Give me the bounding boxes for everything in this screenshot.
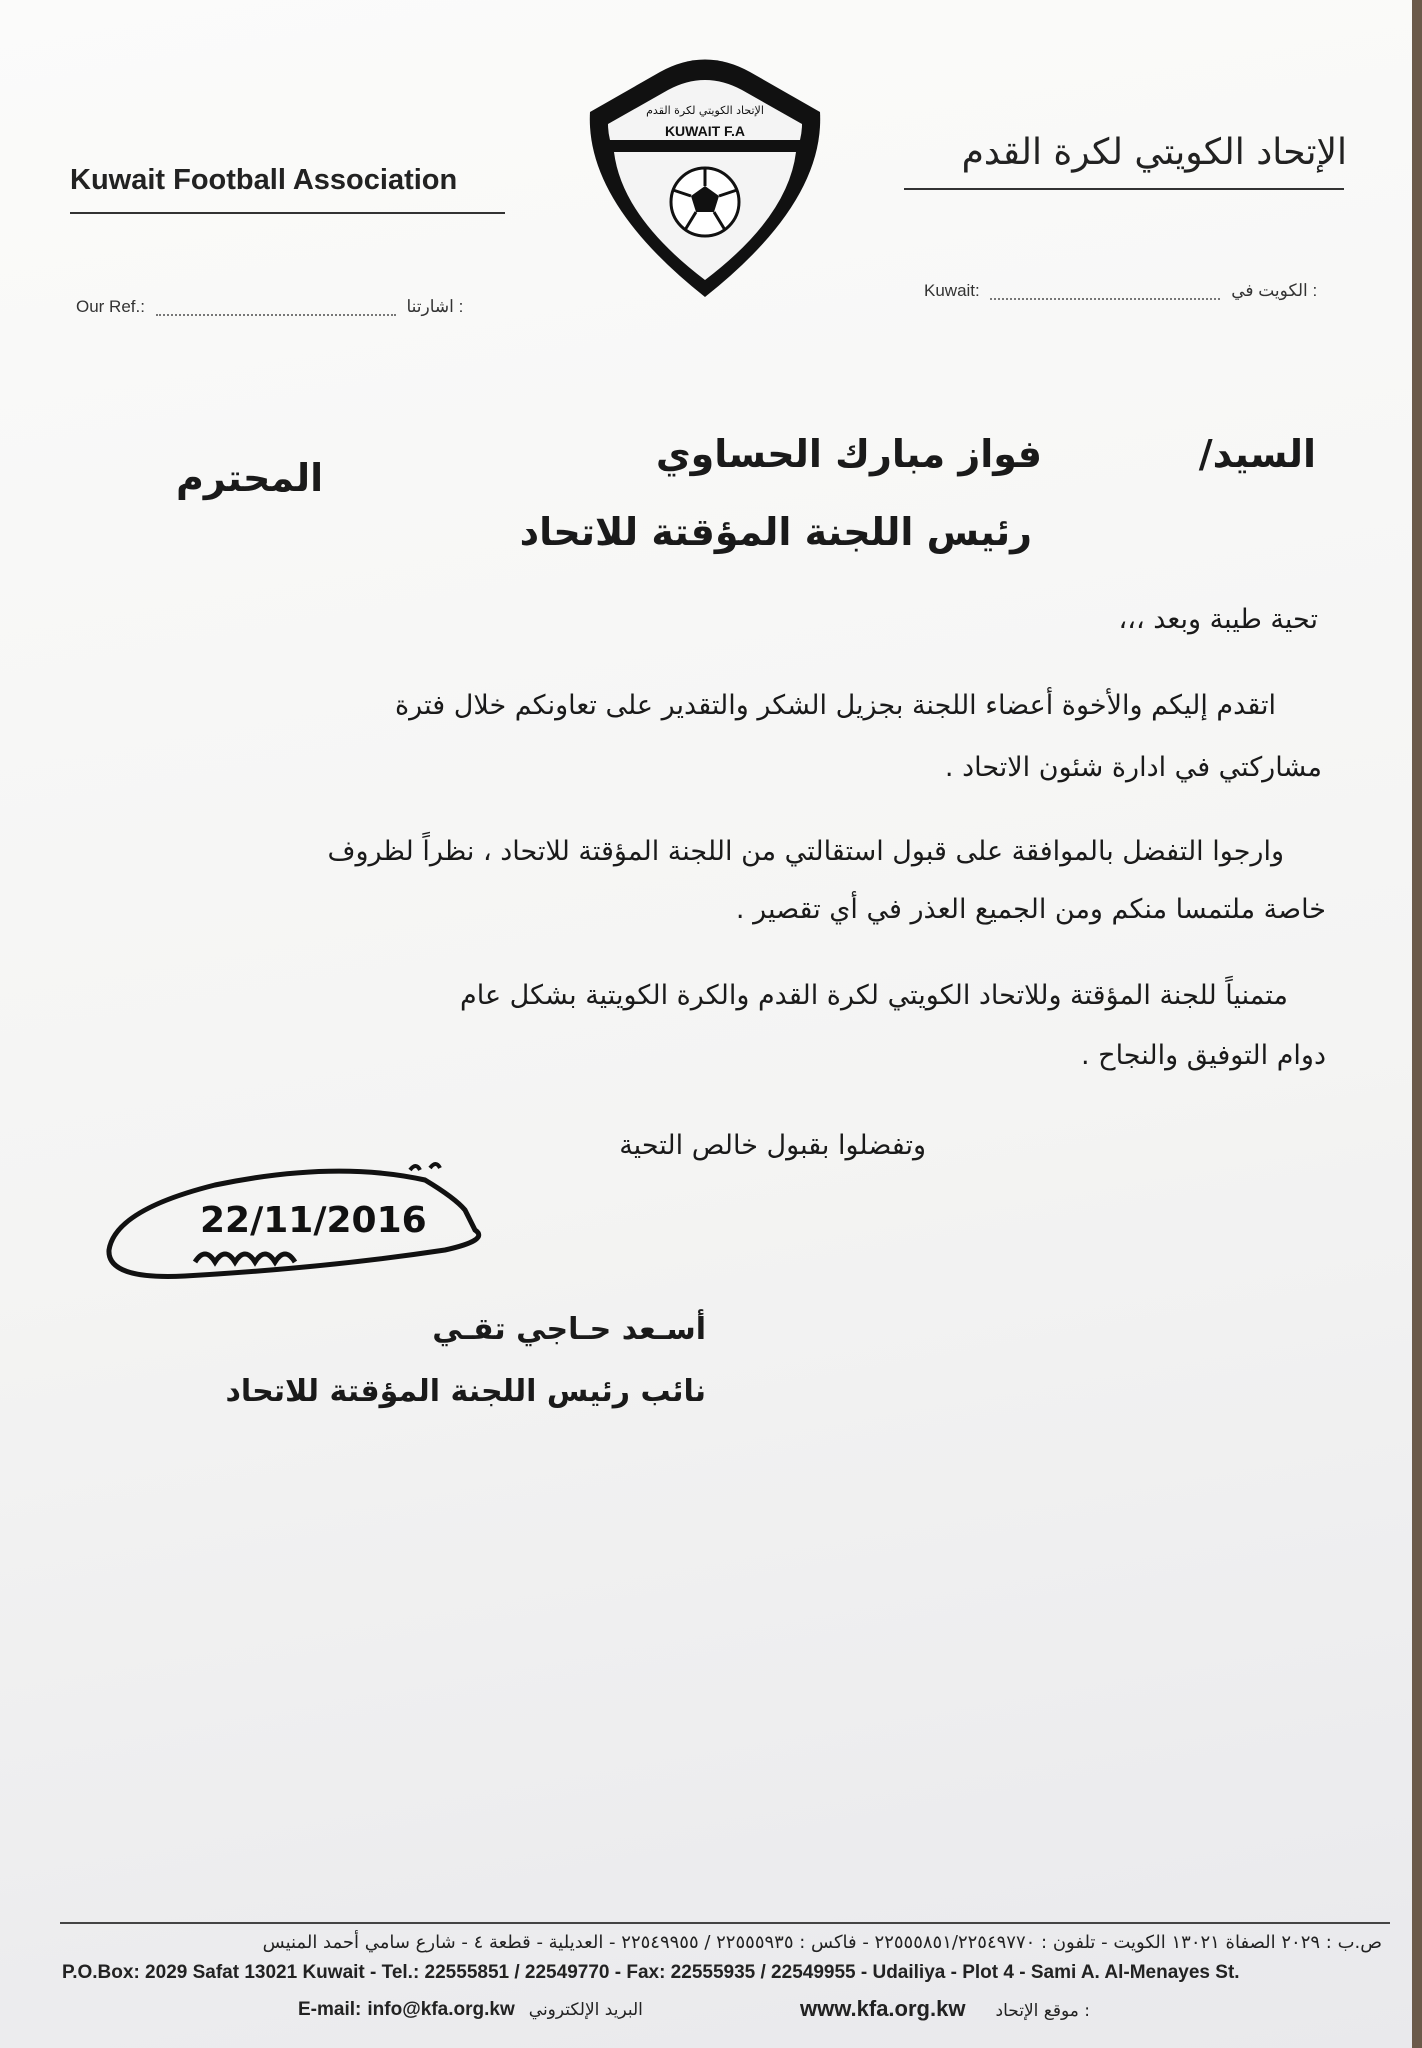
greeting: تحية طيبة وبعد ،،، [1118,604,1318,635]
svg-text:الإتحاد الكويتي لكرة القدم: الإتحاد الكويتي لكرة القدم [646,104,764,117]
recipient-name: فواز مبارك الحساوي [655,432,1042,476]
signatory-name: أسـعد حـاجي تقـي [432,1312,706,1347]
signatory-title: نائب رئيس اللجنة المؤقتة للاتحاد [225,1374,706,1409]
org-name-english-underline [70,212,505,214]
footer-website: www.kfa.org.kw موقع الإتحاد : [800,1996,1090,2021]
svg-text:KUWAIT F.A: KUWAIT F.A [664,123,746,139]
email-link[interactable]: info@kfa.org.kw [367,1999,515,2020]
our-ref-field: Our Ref.: اشارتنا : [76,297,464,316]
paragraph-3-line-1: متمنياً للجنة المؤقتة وللاتحاد الكويتي لكرة القدم والكرة الكويتية بشكل عام [460,980,1288,1011]
footer-address-english: P.O.Box: 2029 Safat 13021 Kuwait - Tel.: 22555851 / 22549770 - Fax: 22555935 / 22549955 - Udailiya - Plot 4 - Sami A. Al-Menayes St. [62,1962,1240,1983]
footer-email: E-mail: info@kfa.org.kw البريد الإلكتروني [298,1999,643,2020]
paragraph-2-line-2: خاصة ملتمسا منكم ومن الجميع العذر في أي تقصير . [735,894,1326,925]
kuwait-fa-logo [580,52,830,302]
paragraph-1-line-2: مشاركتي في ادارة شئون الاتحاد . [944,752,1322,783]
footer-address-arabic: ص.ب : ٢٠٢٩ الصفاة ١٣٠٢١ الكويت - تلفون : ٢٢٥٥٥٨٥١/٢٢٥٤٩٧٧٠ - فاكس : ٢٢٥٥٥٩٣٥ / ٢٢٥٤٩٩٥٥ - العديلية - قطعة ٤ - شارع سامي أحمد المنيس [262,1932,1382,1953]
footer-divider [60,1922,1390,1924]
photo-background-edge [1412,0,1422,2048]
kuwait-date-field: Kuwait: الكويت في : [924,281,1318,300]
handwritten-signature [95,1140,535,1290]
org-name-arabic-underline [904,188,1344,190]
recipient-honorific: المحترم [176,456,324,500]
paragraph-1-line-1: اتقدم إليكم والأخوة أعضاء اللجنة بجزيل الشكر والتقدير على تعاونكم خلال فترة [395,690,1276,721]
recipient-title: السيد/ [1198,432,1316,476]
recipient-position: رئيس اللجنة المؤقتة للاتحاد [519,510,1032,554]
website-link[interactable]: www.kfa.org.kw [800,1996,966,2021]
org-name-arabic: الإتحاد الكويتي لكرة القدم [961,132,1347,173]
paragraph-2-line-1: وارجوا التفضل بالموافقة على قبول استقالتي من اللجنة المؤقتة للاتحاد ، نظراً لظروف [327,836,1284,867]
closing-line: وتفضلوا بقبول خالص التحية [619,1130,926,1161]
paragraph-3-line-2: دوام التوفيق والنجاح . [1080,1040,1326,1071]
org-name-english: Kuwait Football Association [70,164,458,196]
handwritten-date: 22/11/2016 [200,1200,427,1241]
